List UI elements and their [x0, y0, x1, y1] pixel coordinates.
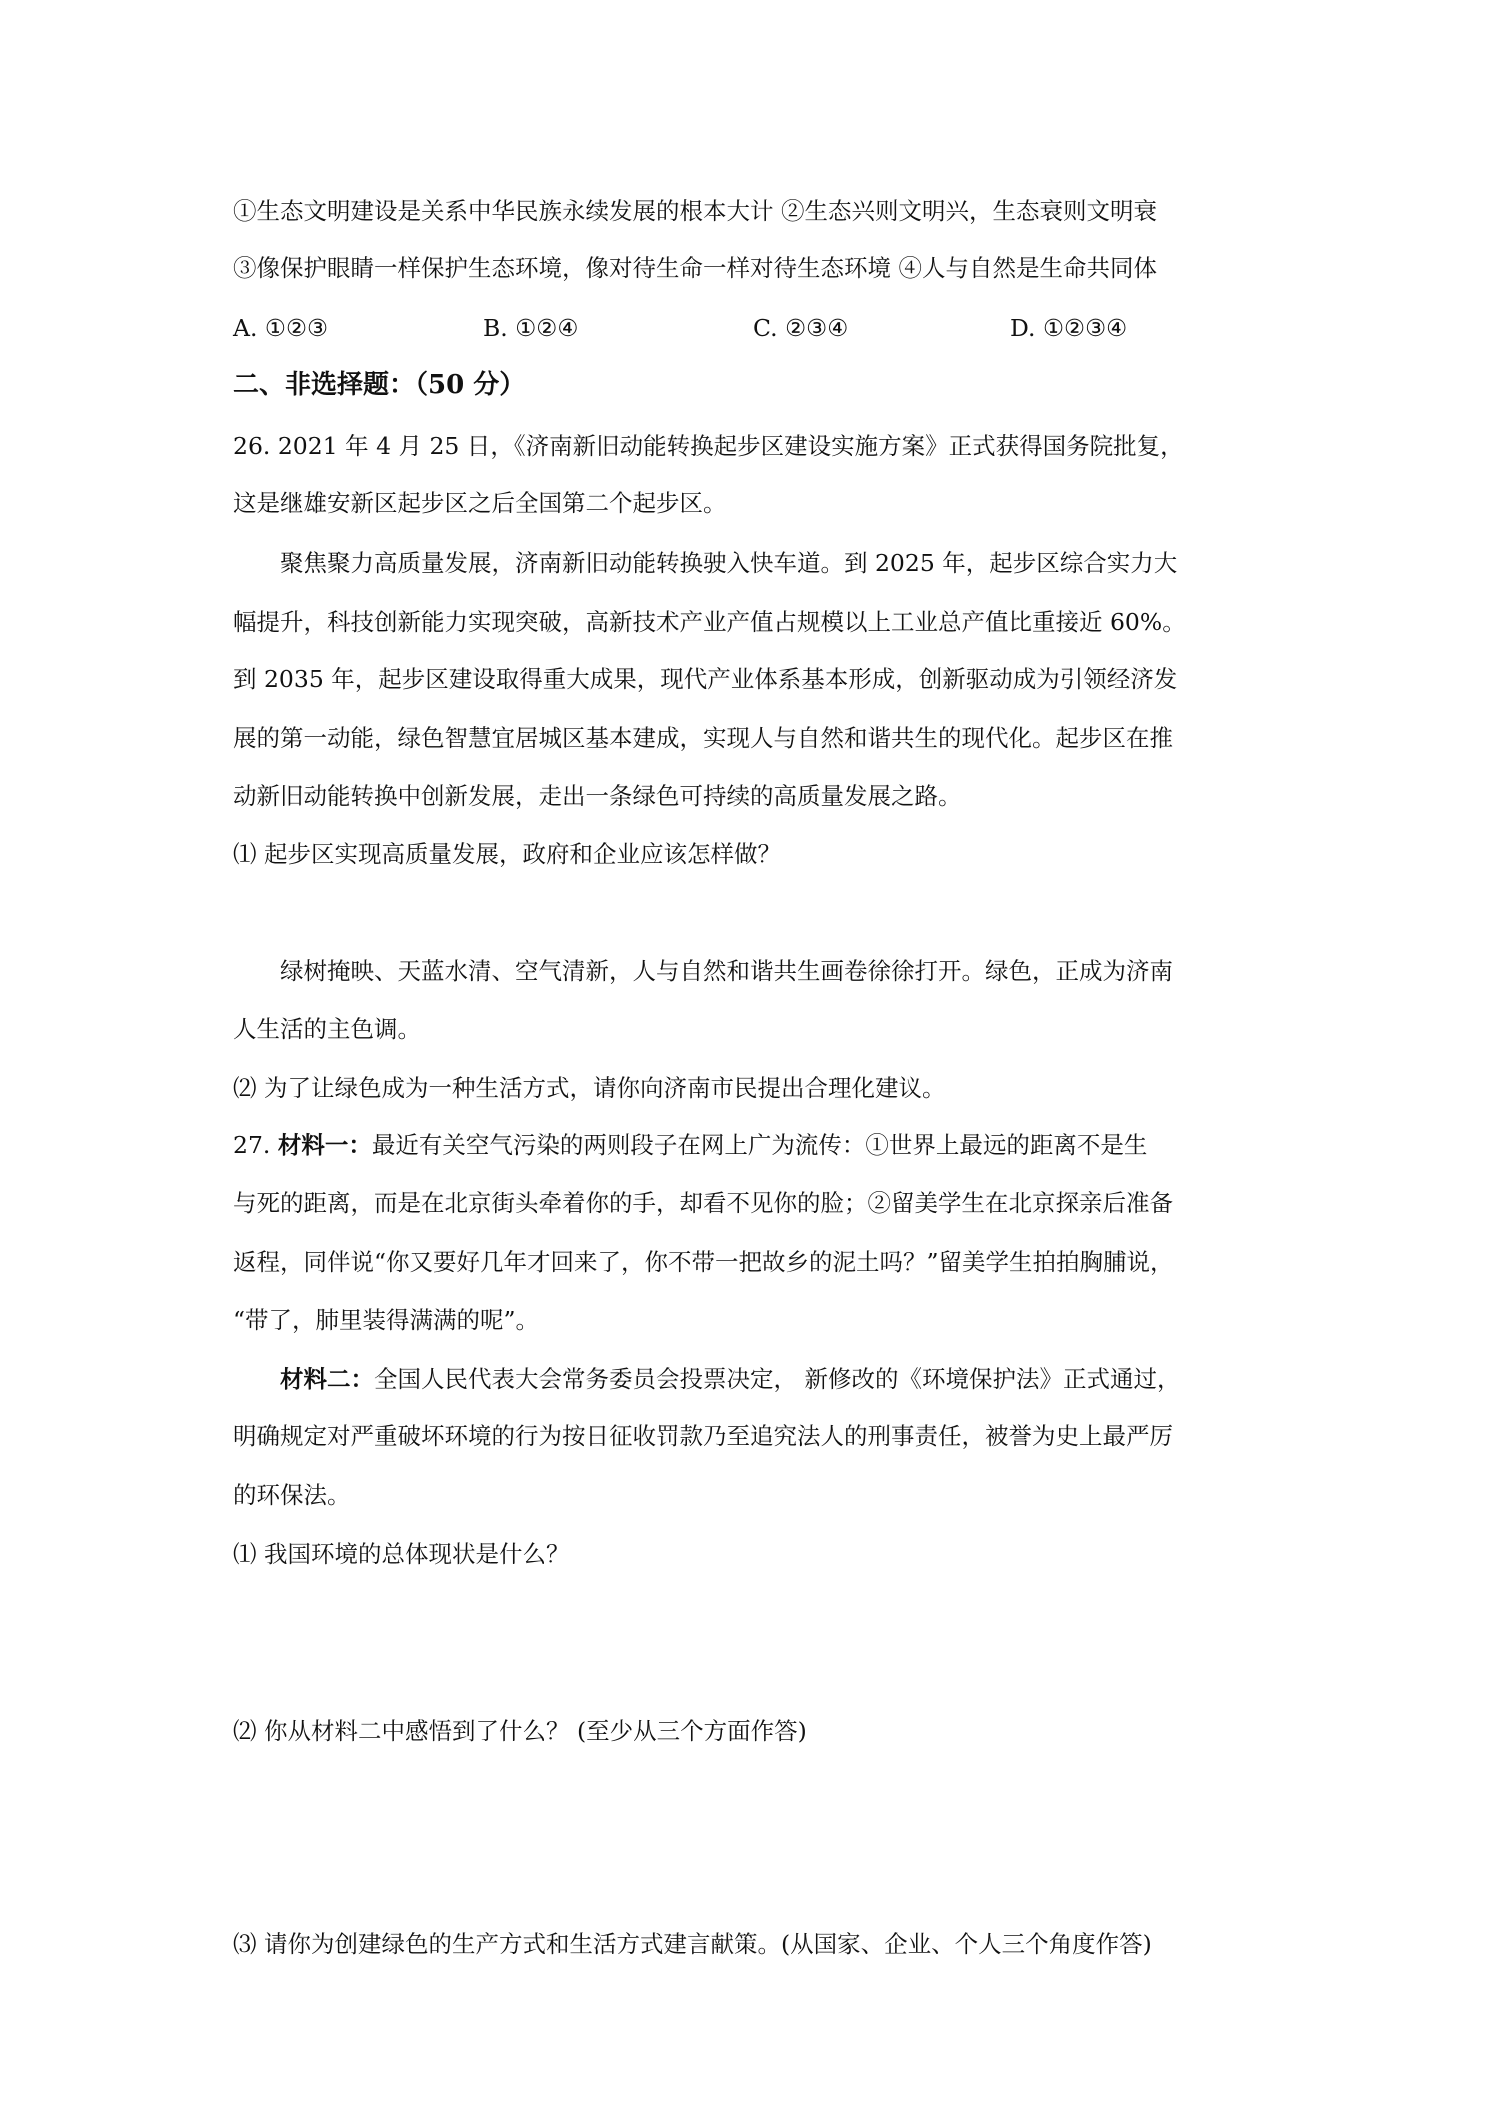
q26-paragraph-1-line-3: 到 2035 年，起步区建设取得重大成果，现代产业体系基本形成，创新驱动成为引领经济发 [233, 665, 1178, 693]
q25-statement-line-2: ③像保护眼睛一样保护生态环境，像对待生命一样对待生态环境 ④人与自然是生命共同体 [233, 254, 1157, 282]
q26-subquestion-1: ⑴ 起步区实现高质量发展，政府和企业应该怎样做？ [233, 840, 781, 868]
q27-material-2-line-2: 明确规定对严重破坏环境的行为按日征收罚款乃至追究法人的刑事责任，被誉为史上最严厉 [233, 1422, 1173, 1450]
q27-subquestion-3: ⑶ 请你为创建绿色的生产方式和生活方式建言献策。(从国家、企业、个人三个角度作答) [233, 1930, 1152, 1958]
q27-subquestion-2: ⑵ 你从材料二中感悟到了什么？ (至少从三个方面作答) [233, 1717, 807, 1745]
q27-material-2-text: 全国人民代表大会常务委员会投票决定， 新修改的《环境保护法》正式通过， [374, 1365, 1181, 1393]
q26-paragraph-1-line-1: 聚焦聚力高质量发展，济南新旧动能转换驶入快车道。到 2025 年，起步区综合实力大 [280, 549, 1178, 577]
q26-intro-line-2: 这是继雄安新区起步区之后全国第二个起步区。 [233, 489, 727, 517]
q25-option-b: B. ①②④ [483, 314, 579, 342]
q25-option-c: C. ②③④ [753, 314, 849, 342]
q27-material-1-line-4: “带了，肺里装得满满的呢”。 [233, 1306, 540, 1334]
q27-material-1-label: 材料一： [277, 1131, 372, 1159]
q27-number: 27. [233, 1131, 278, 1159]
q27-material-2-line-1 [280, 1364, 1273, 1394]
q27-material-1-text: 最近有关空气污染的两则段子在网上广为流传：①世界上最远的距离不是生 [371, 1131, 1148, 1159]
q26-paragraph-2-line-1: 绿树掩映、天蓝水清、空气清新，人与自然和谐共生画卷徐徐打开。绿色，正成为济南 [280, 957, 1173, 985]
q25-option-d: D. ①②③④ [1010, 314, 1128, 342]
q25-option-a: A. ①②③ [233, 314, 329, 342]
q27-material-1-line-3: 返程，同伴说“你又要好几年才回来了，你不带一把故乡的泥土吗？”留美学生拍拍胸脯说， [233, 1248, 1174, 1276]
q26-intro-line-1: 26. 2021 年 4 月 25 日，《济南新旧动能转换起步区建设实施方案》正式获得国务院批复， [233, 432, 1184, 460]
q26-paragraph-1-line-5: 动新旧动能转换中创新发展，走出一条绿色可持续的高质量发展之路。 [233, 782, 962, 810]
q27-material-2-label: 材料二： [280, 1365, 374, 1393]
section-2-title: 二、非选择题：（50 分） [233, 370, 526, 400]
q27-material-2-line-3: 的环保法。 [233, 1481, 351, 1509]
q27-subquestion-1: ⑴ 我国环境的总体现状是什么？ [233, 1540, 570, 1568]
q26-paragraph-1-line-2: 幅提升，科技创新能力实现突破，高新技术产业产值占规模以上工业总产值比重接近 60%。 [233, 608, 1186, 636]
q27-material-1-line-1 [233, 1130, 1273, 1160]
q27-material-1-line-2: 与死的距离，而是在北京街头牵着你的手，却看不见你的脸；②留美学生在北京探亲后准备 [233, 1189, 1173, 1217]
q26-subquestion-2: ⑵ 为了让绿色成为一种生活方式，请你向济南市民提出合理化建议。 [233, 1074, 946, 1102]
q26-paragraph-1-line-4: 展的第一动能，绿色智慧宜居城区基本建成，实现人与自然和谐共生的现代化。起步区在推 [233, 724, 1173, 752]
q26-paragraph-2-line-2: 人生活的主色调。 [233, 1015, 421, 1043]
q25-statement-line-1: ①生态文明建设是关系中华民族永续发展的根本大计 ②生态兴则文明兴，生态衰则文明衰 [233, 197, 1157, 225]
